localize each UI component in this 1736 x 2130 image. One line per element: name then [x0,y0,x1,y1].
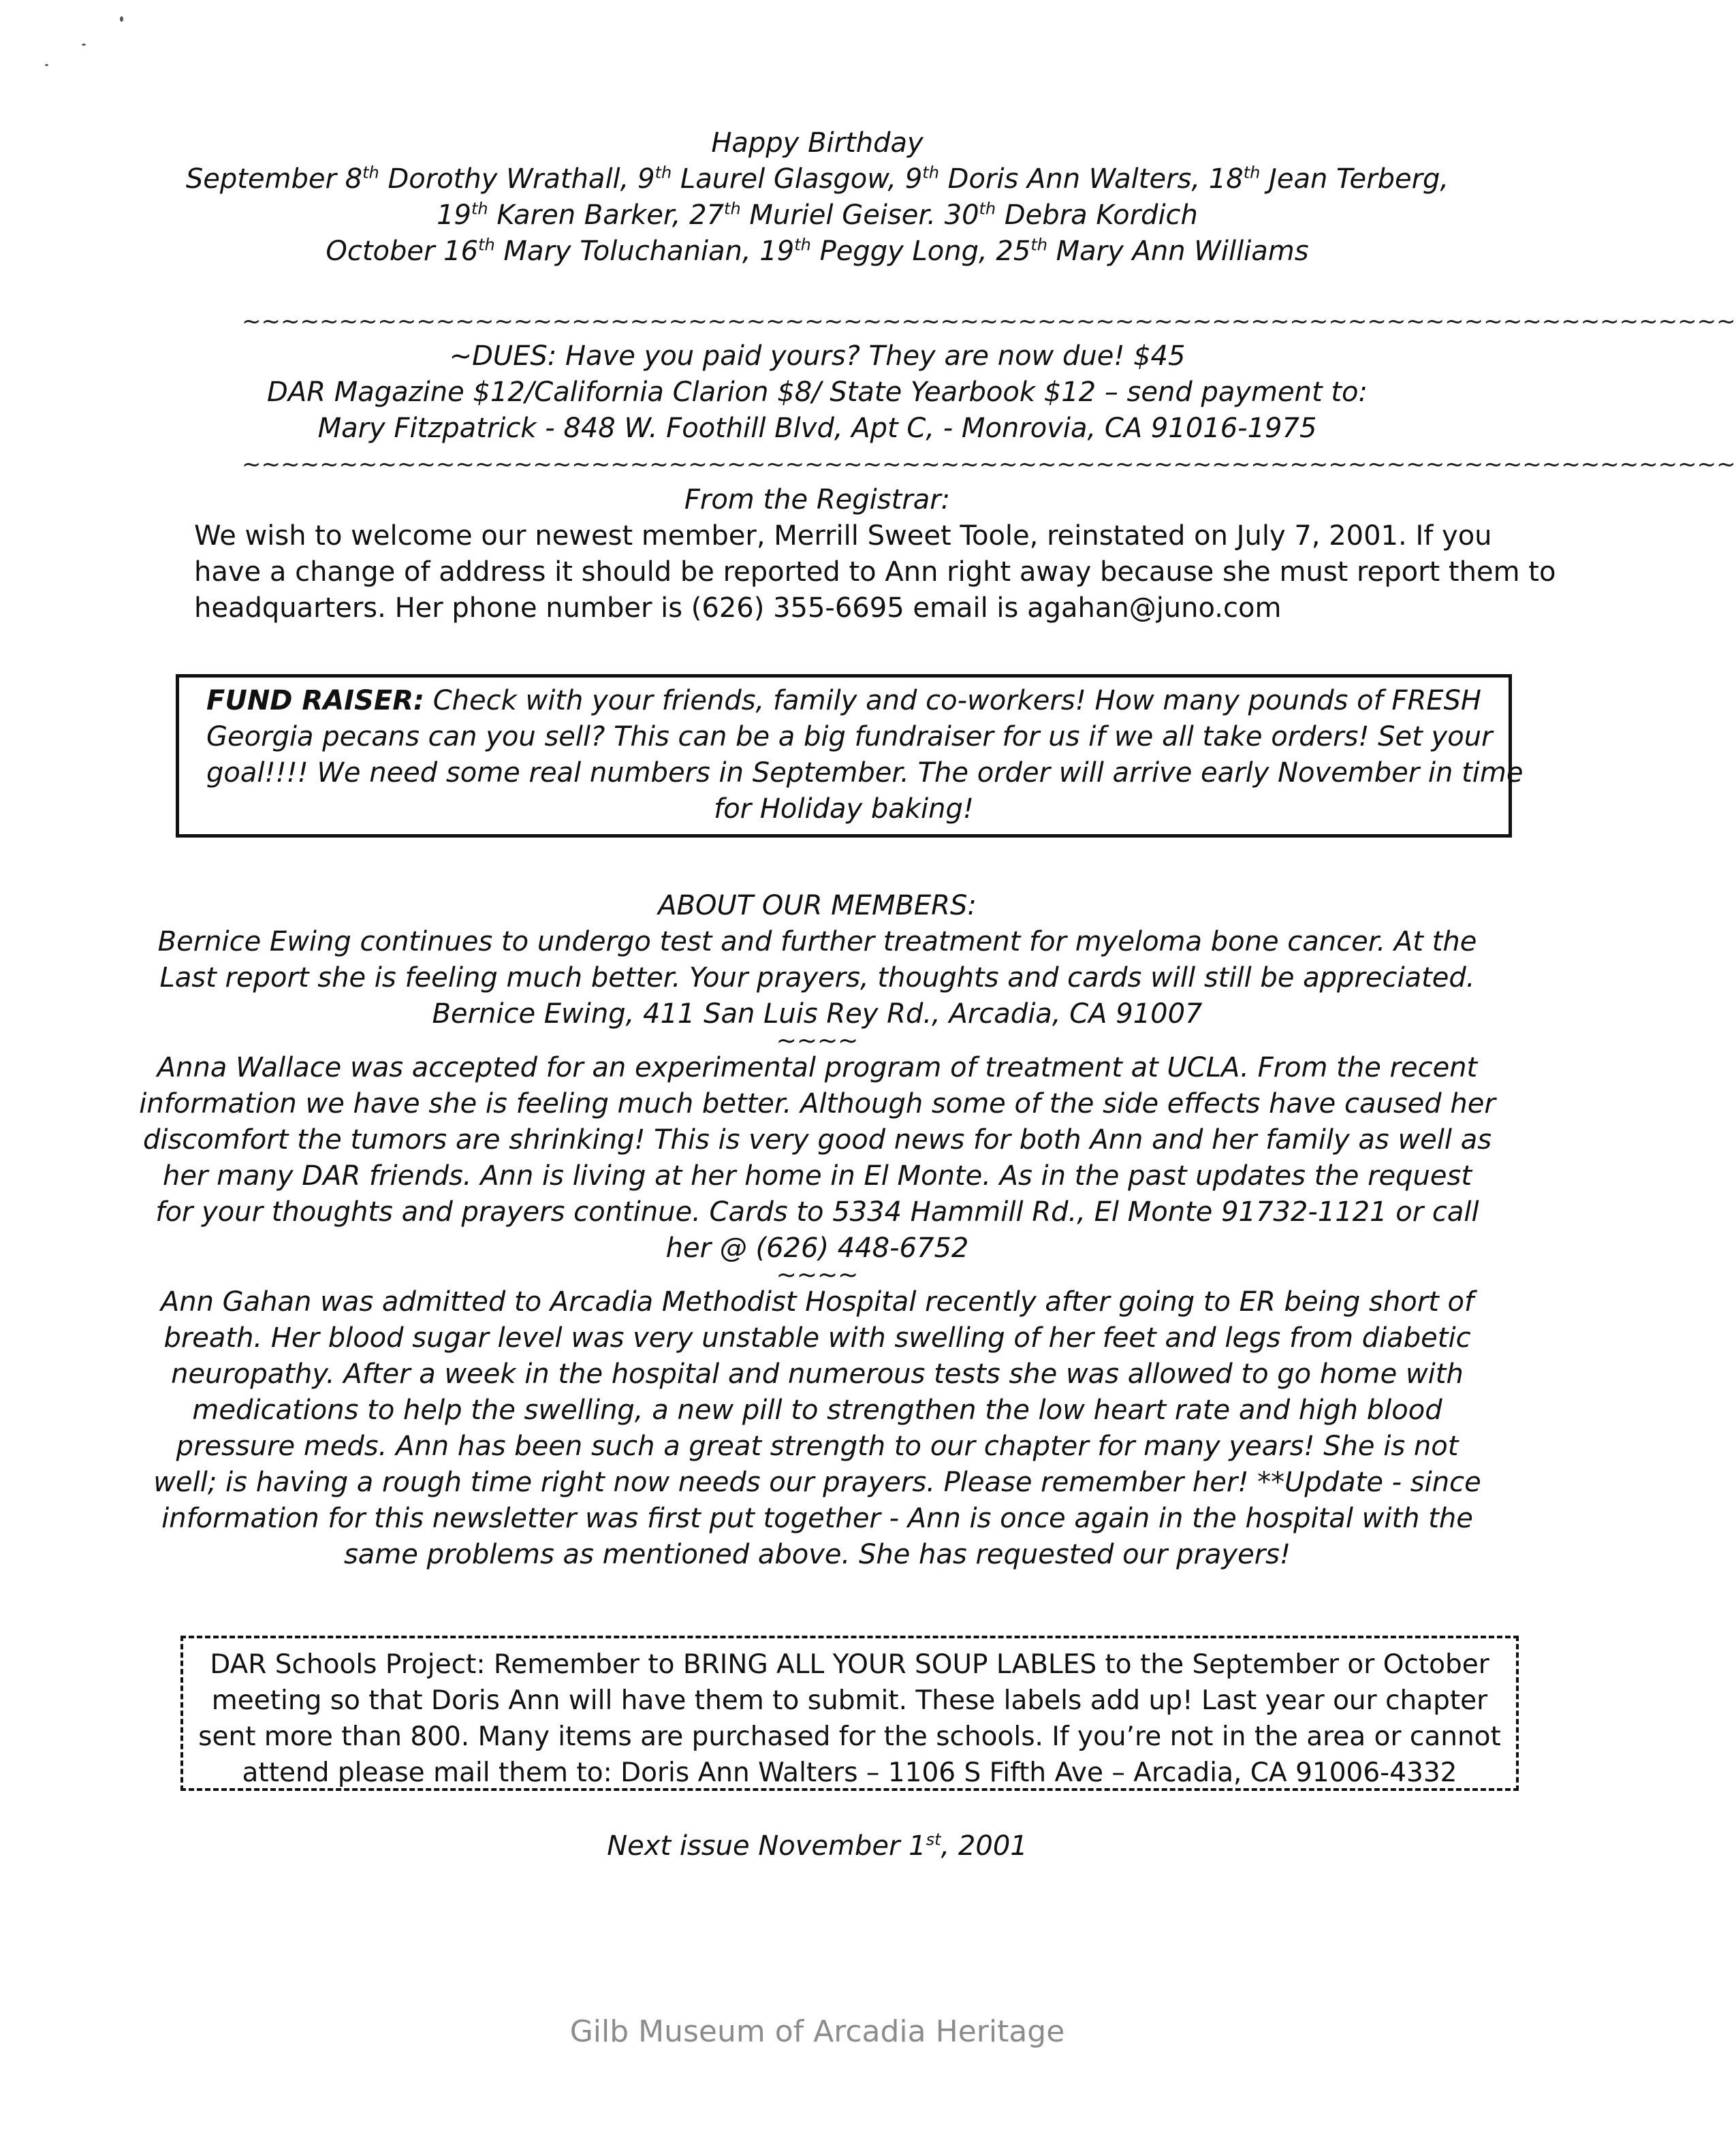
anna-line-5: for your thoughts and prayers continue. Cards to 5334 Hammill Rd., El Monte 91732-1121 or call [155,1196,1479,1228]
registrar-section [136,482,1556,626]
ordinal-suffix: th [478,235,495,255]
anna-line-4: her many DAR friends. Ann is living at her home in El Monte. As in the past updates the request [162,1160,1472,1192]
dues-line-2: DAR Magazine $12/California Clarion $8/ State Yearbook $12 – send payment to: [267,377,1368,408]
gahan-line-8: same problems as mentioned above. She has requested our prayers! [343,1539,1291,1570]
next-issue-note [0,1830,1635,1862]
ordinal-suffix: th [1030,235,1047,255]
dues-line-3: Mary Fitzpatrick - 848 W. Foothill Blvd, Apt C, - Monrovia, CA 91016-1975 [317,413,1317,444]
members-section [136,888,1498,1573]
ordinal-suffix: th [979,199,996,219]
anna-line-1: Anna Wallace was accepted for an experimental program of treatment at UCLA. From the recent [157,1052,1478,1083]
ordinal-suffix: th [471,199,488,219]
schools-project-text [195,1647,1504,1791]
registrar-line-2: have a change of address it should be reported to Ann right away because she must report them to [194,556,1556,588]
anna-line-2: information we have she is feeling much better. Although some of the side effects have caused her [139,1088,1496,1119]
schools-line-4: attend please mail them to: Doris Ann Walters – 1106 S Fifth Ave – Arcadia, CA 91006-4332 [242,1758,1457,1788]
ordinal-suffix: th [724,199,741,219]
schools-line-3: sent more than 800. Many items are purchased for the schools. If you’re not in the area or cannot [198,1721,1501,1752]
ordinal-suffix: th [362,163,379,182]
dues-line-1: ~DUES: Have you paid yours? They are now due! $45 [449,340,1186,372]
ordinal-suffix: th [654,163,672,182]
bernice-line-1: Bernice Ewing continues to undergo test and further treatment for myeloma bone cancer. At the [157,926,1477,957]
squiggle-divider: ~~~~~~~~~~~~~~~~~~~~~~~~~~~~~~~~~~~~~~~~~~~~~~~~~~~~~~~~~~~~~~~~~~~~~~~~~~~~~ [242,451,1736,478]
gahan-line-6: well; is having a rough time right now needs our prayers. Please remember her! **Update - since [153,1467,1481,1498]
museum-credit: Gilb Museum of Arcadia Heritage [569,2014,1065,2049]
squiggle-divider: ~~~~~~~~~~~~~~~~~~~~~~~~~~~~~~~~~~~~~~~~~~~~~~~~~~~~~~~~~~~~~~~~~~~~~~~~~~~~~ [242,308,1736,335]
scan-speck [120,16,123,22]
fund-raiser-label: FUND RAISER: [206,685,424,716]
members-separator: ~~~~ [776,1261,859,1289]
fund-raiser-line-1: Check with your friends, family and co-workers! How many pounds of FRESH [424,685,1481,716]
birthday-line-3: October 16th Mary Toluchanian, 19th Peggy Long, 25th Mary Ann Williams [326,235,1309,267]
registrar-line-1: We wish to welcome our newest member, Merrill Sweet Toole, reinstated on July 7, 2001. If you [194,520,1492,552]
anna-line-3: discomfort the tumors are shrinking! This is very good news for both Ann and her family as well as [142,1124,1492,1156]
birthday-line-1: September 8th Dorothy Wrathall, 9th Laurel Glasgow, 9th Doris Ann Walters, 18th Jean Terberg, [185,163,1449,195]
fund-raiser-line-3: goal!!!! We need some real numbers in September. The order will arrive early November in time [206,757,1524,789]
anna-line-6: her @ (626) 448-6752 [665,1233,969,1264]
gahan-line-5: pressure meds. Ann has been such a great strength to our chapter for many years! She is not [176,1431,1459,1462]
fund-raiser-line-2: Georgia pecans can you sell? This can be a big fundraiser for us if we all take orders! Set your [206,721,1493,752]
registrar-line-3: headquarters. Her phone number is (626) 355-6695 email is agahan@juno.com [194,592,1282,624]
dues-section [136,338,1498,447]
scan-speck [82,44,86,46]
schools-project-box [180,1636,1519,1791]
next-issue-prefix: Next issue November 1 [607,1830,926,1862]
gahan-line-2: breath. Her blood sugar level was very unstable with swelling of her feet and legs from diabetic [163,1322,1471,1354]
schools-line-1: DAR Schools Project: Remember to BRING ALL YOUR SOUP LABLES to the September or October [210,1649,1489,1680]
next-issue-sup: st [926,1830,941,1849]
gahan-line-7: information for this newsletter was first put together - Ann is once again in the hospital with the [161,1503,1473,1534]
fund-raiser-line-4: for Holiday baking! [714,793,974,825]
birthday-section [136,125,1498,270]
birthday-line-2: 19th Karen Barker, 27th Muriel Geiser. 30th Debra Kordich [437,199,1198,231]
members-heading: ABOUT OUR MEMBERS: [658,890,977,921]
gahan-line-4: medications to help the swelling, a new pill to strengthen the low heart rate and high blood [192,1395,1442,1426]
schools-line-2: meeting so that Doris Ann will have them to submit. These labels add up! Last year our chapter [211,1685,1488,1716]
next-issue-suffix: , 2001 [941,1830,1028,1862]
registrar-body [136,518,1556,626]
fund-raiser-text [206,683,1524,827]
fund-raiser-box [176,674,1524,838]
bernice-line-3: Bernice Ewing, 411 San Luis Rey Rd., Arcadia, CA 91007 [432,998,1203,1030]
ordinal-suffix: th [794,235,811,255]
registrar-heading: From the Registrar: [684,484,951,515]
bernice-line-2: Last report she is feeling much better. Your prayers, thoughts and cards will still be appreciated. [159,962,1475,994]
gahan-line-1: Ann Gahan was admitted to Arcadia Methodist Hospital recently after going to ER being short of [160,1286,1474,1318]
members-separator: ~~~~ [776,1027,859,1055]
ordinal-suffix: th [1243,163,1261,182]
scan-speck [45,64,48,66]
birthday-title: Happy Birthday [711,127,924,159]
ordinal-suffix: th [922,163,939,182]
gahan-line-3: neuropathy. After a week in the hospital and numerous tests she was allowed to go home with [171,1358,1464,1390]
